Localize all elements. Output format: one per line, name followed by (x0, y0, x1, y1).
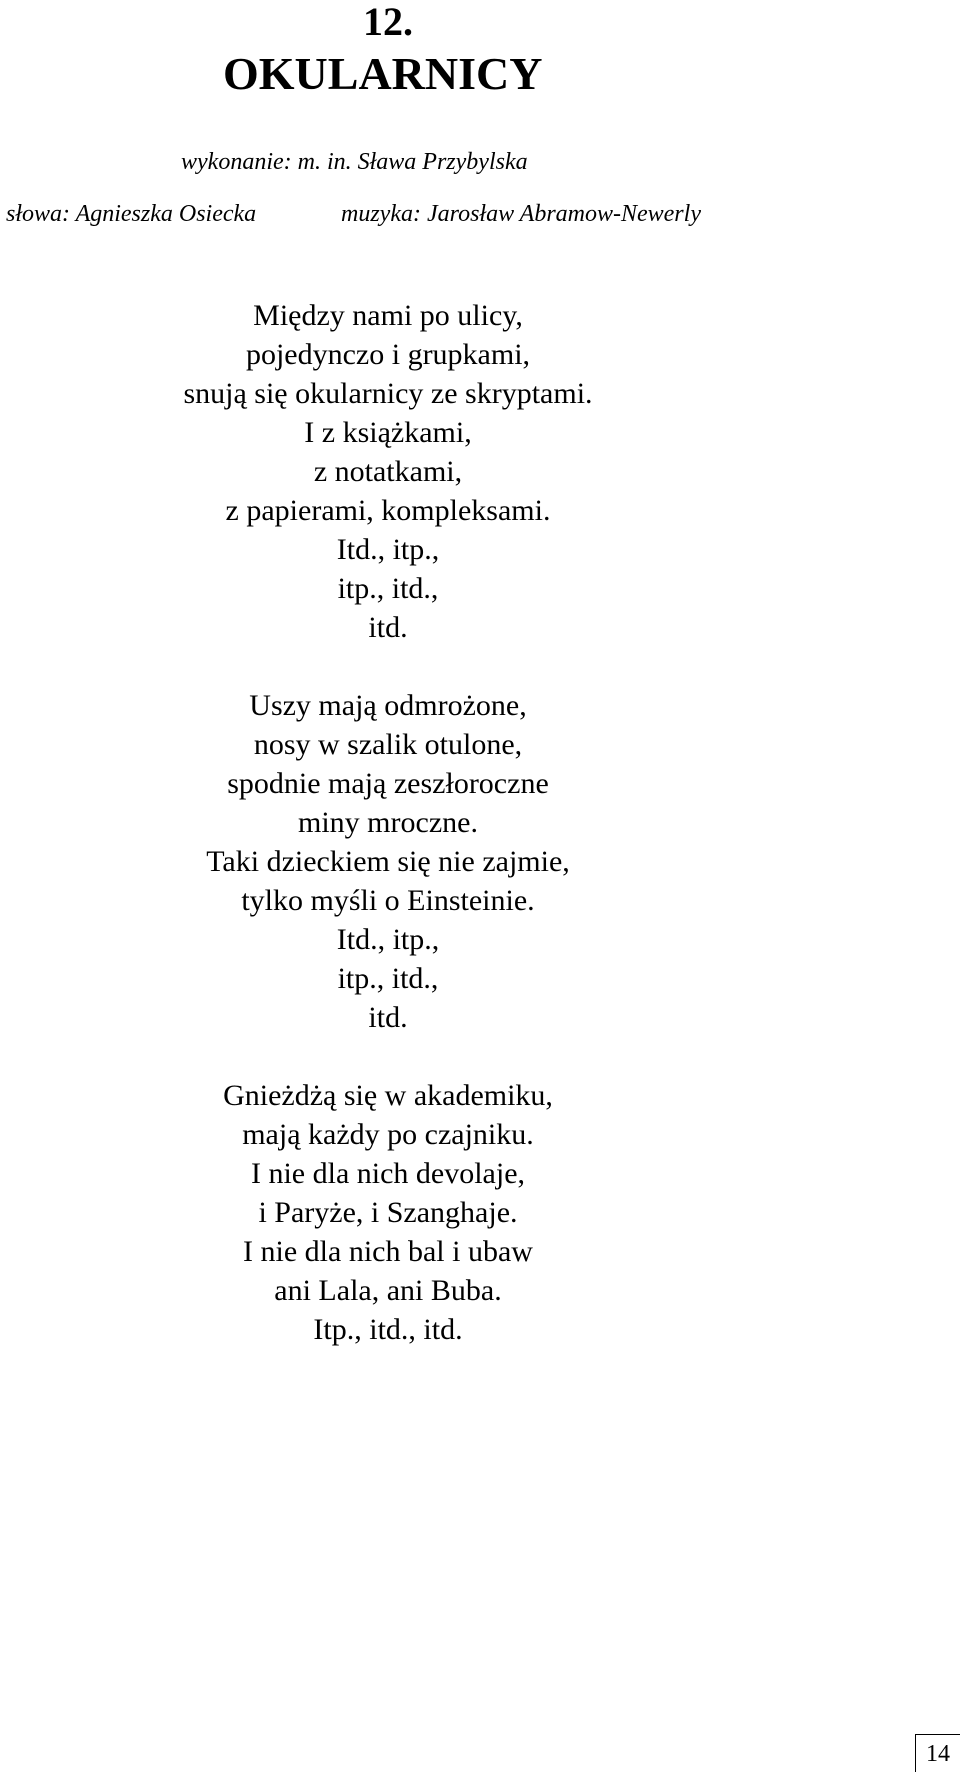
lyric-line: ani Lala, ani Buba. (274, 1274, 502, 1307)
lyric-line: pojedynczo i grupkami, (245, 338, 531, 371)
lyric-line: I nie dla nich bal i ubaw (243, 1235, 533, 1268)
lyric-line: itp., itd., (337, 962, 439, 995)
stanza-3 (0, 1076, 776, 1349)
lyric-line: Itd., itp., (336, 533, 440, 566)
song-number: 12. (363, 0, 413, 44)
lyric-line: itd. (368, 1001, 408, 1034)
song-title: OKULARNICY (223, 48, 543, 99)
lyrics-credit: słowa: Agnieszka Osiecka (6, 201, 257, 227)
lyric-line: spodnie mają zeszłoroczne (227, 767, 549, 800)
lyric-line: I nie dla nich devolaje, (250, 1157, 526, 1190)
lyric-line: Uszy mają odmrożone, (249, 689, 527, 722)
stanza-2 (0, 686, 776, 1037)
lyric-line: tylko myśli o Einsteinie. (241, 884, 535, 917)
lyric-line: snują się okularnicy ze skryptami. (183, 377, 593, 410)
lyric-line: Itp., itd., itd. (313, 1313, 463, 1346)
lyric-line: i Paryże, i Szanghaje. (258, 1196, 518, 1229)
lyric-line: Itd., itp., (336, 923, 440, 956)
lyric-line: itd. (368, 611, 408, 644)
lyric-line: Między nami po ulicy, (253, 299, 523, 332)
lyric-line: mają każdy po czajniku. (242, 1118, 534, 1151)
stanza-1 (0, 296, 776, 647)
music-credit: muzyka: Jarosław Abramow-Newerly (341, 201, 701, 227)
lyrics (0, 296, 776, 1388)
page-number: 14 (915, 1734, 960, 1772)
lyric-line: Gnieżdżą się w akademiku, (223, 1079, 553, 1112)
performer-credit: wykonanie: m. in. Sława Przybylska (181, 149, 528, 175)
lyric-line: miny mroczne. (298, 806, 478, 839)
lyric-line: z papierami, kompleksami. (225, 494, 551, 527)
lyric-line: z notatkami, (313, 455, 463, 488)
lyric-line: itp., itd., (337, 572, 439, 605)
lyric-line: I z książkami, (304, 416, 472, 449)
lyric-line: Taki dzieckiem się nie zajmie, (206, 845, 570, 878)
lyric-line: nosy w szalik otulone, (253, 728, 523, 761)
